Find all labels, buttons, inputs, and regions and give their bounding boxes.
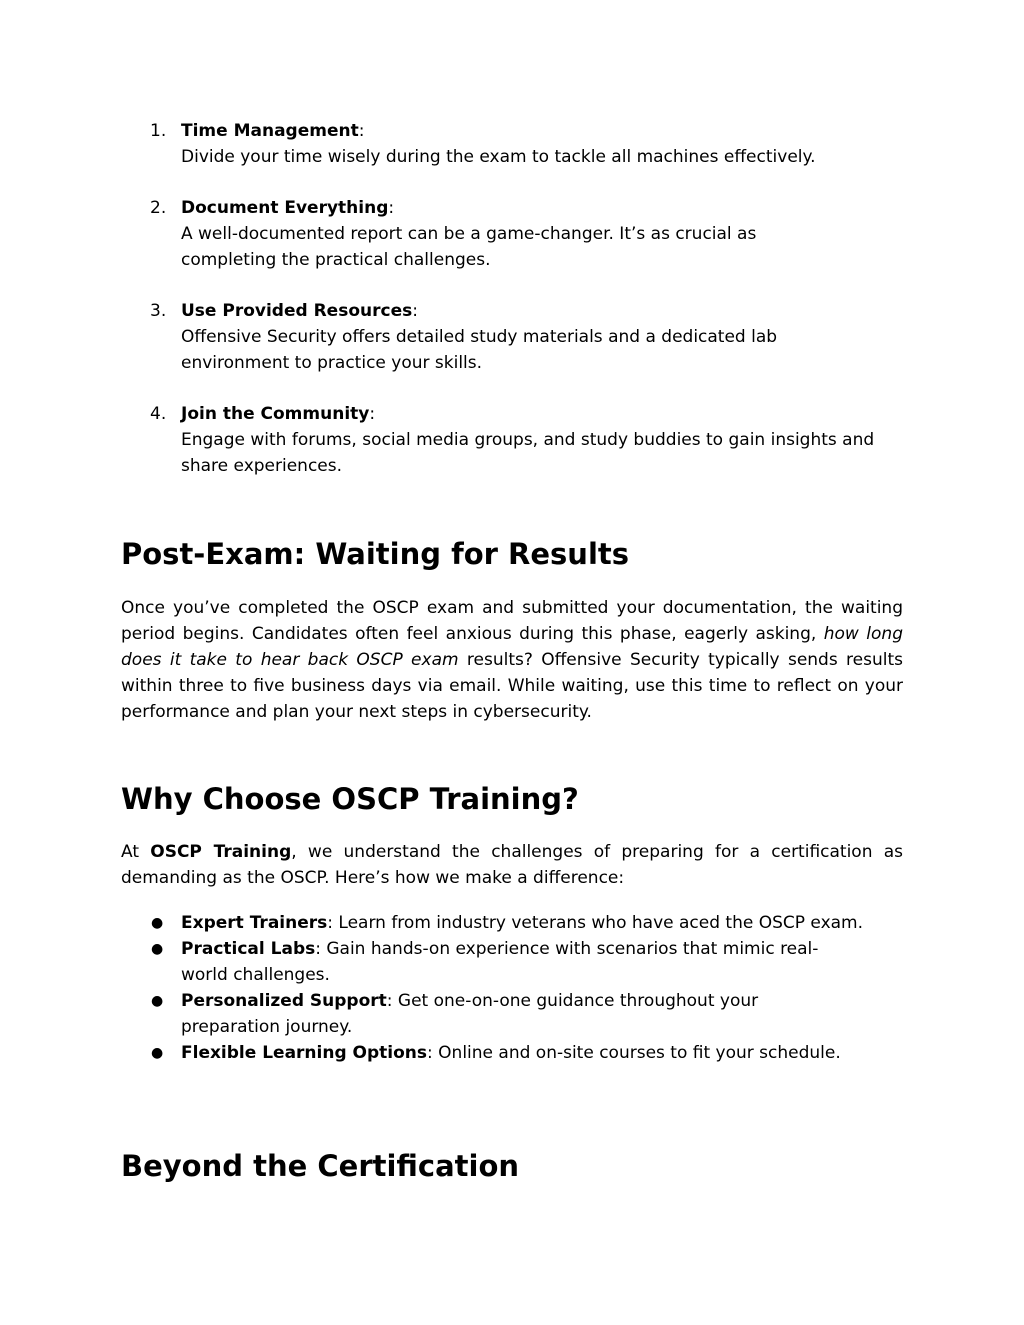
paragraph-text: Once you’ve completed the OSCP exam and submitted your documentation, the waiting period begins. Candidates often feel anxious during this phase, eagerly asking, xyxy=(121,598,903,644)
list-item-body xyxy=(181,401,903,479)
paragraph-italic-text: how long does it take to hear back OSCP exam xyxy=(121,624,903,670)
list-item-number: 3. xyxy=(150,301,167,321)
list-item-term: Expert Trainers xyxy=(181,913,328,933)
bullet-icon: ● xyxy=(151,915,164,931)
list-item-number: 4. xyxy=(150,404,167,424)
list-item-body xyxy=(181,988,831,1040)
section-heading-why-choose: Why Choose OSCP Training? xyxy=(121,782,579,816)
bullet-icon: ● xyxy=(151,941,164,957)
list-item-text: : Gain hands-on experience with scenarios that mimic real-world challenges. xyxy=(181,939,819,985)
list-item-term: Practical Labs xyxy=(181,939,316,959)
section-heading-post-exam: Post-Exam: Waiting for Results xyxy=(121,537,630,571)
post-exam-paragraph xyxy=(121,595,903,725)
paragraph-text: , we understand the challenges of preparing for a certification as demanding as the OSCP. Here’s how we make a difference: xyxy=(121,842,903,888)
list-item-body xyxy=(181,298,903,376)
list-item-text: : Learn from industry veterans who have aced the OSCP exam. xyxy=(327,913,864,933)
list-item xyxy=(0,936,1024,988)
list-item-separator: : xyxy=(388,198,395,218)
list-item-text: : Get one-on-one guidance throughout your preparation journey. xyxy=(181,991,759,1037)
list-item xyxy=(0,118,1024,170)
list-item-term: Flexible Learning Options xyxy=(181,1043,428,1063)
list-item xyxy=(0,298,1024,376)
list-item xyxy=(0,988,1024,1040)
list-item-text: : Online and on-site courses to fit your schedule. xyxy=(427,1043,841,1063)
list-item-number: 2. xyxy=(150,198,167,218)
list-item xyxy=(0,910,1024,936)
list-item-description: Offensive Security offers detailed study materials and a dedicated lab environment to practice your skills. xyxy=(181,327,778,373)
why-choose-intro xyxy=(121,839,903,891)
list-item-description: Divide your time wisely during the exam to tackle all machines effectively. xyxy=(181,147,816,167)
bullet-icon: ● xyxy=(151,993,164,1009)
paragraph-text: results? Offensive Security typically sends results within three to five business days via email. While waiting, use this time to reflect on your performance and plan your next steps in cybersecurity. xyxy=(121,650,903,722)
list-item xyxy=(0,195,1024,273)
paragraph-bold-text: OSCP Training xyxy=(150,842,292,862)
list-item-title: Document Everything xyxy=(181,198,389,218)
list-item-body xyxy=(181,195,903,273)
list-item-body xyxy=(181,936,841,988)
list-item xyxy=(0,1040,1024,1066)
list-item-title: Use Provided Resources xyxy=(181,301,413,321)
list-item-description: A well-documented report can be a game-changer. It’s as crucial as completing the practical challenges. xyxy=(181,224,757,270)
list-item xyxy=(0,401,1024,479)
list-item-term: Personalized Support xyxy=(181,991,387,1011)
list-item-separator: : xyxy=(412,301,418,321)
list-item-title: Time Management xyxy=(181,121,359,141)
benefits-list xyxy=(0,910,1024,1066)
list-item-body xyxy=(181,910,881,936)
bullet-icon: ● xyxy=(151,1045,164,1061)
paragraph-text: At xyxy=(121,842,151,862)
list-item-separator: : xyxy=(369,404,376,424)
list-item-body xyxy=(181,1040,921,1066)
list-item-body xyxy=(181,118,903,170)
list-item-number: 1. xyxy=(150,121,167,141)
section-heading-beyond: Beyond the Certification xyxy=(121,1149,520,1183)
list-item-description: Engage with forums, social media groups, and study buddies to gain insights and share experiences. xyxy=(181,430,875,476)
list-item-separator: : xyxy=(358,121,365,141)
list-item-title: Join the Community xyxy=(181,404,370,424)
exam-tips-list xyxy=(0,118,1024,504)
